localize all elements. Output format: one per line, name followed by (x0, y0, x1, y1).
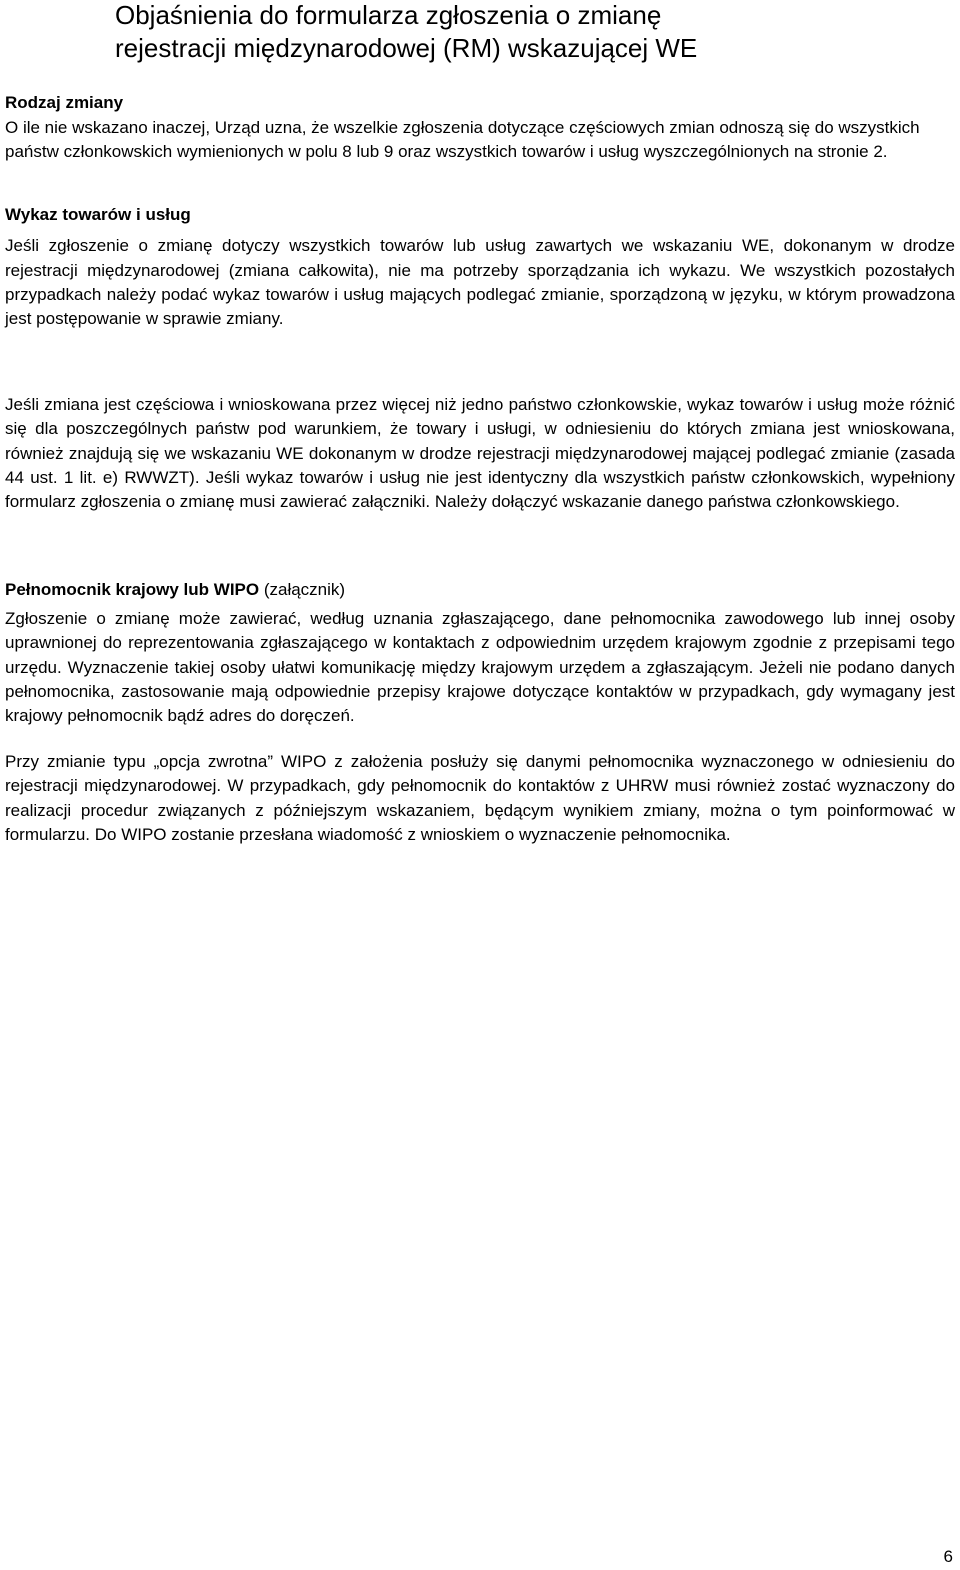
heading-wykaz-towarow: Wykaz towarów i usług (5, 205, 191, 225)
paragraph-wykaz-1: Jeśli zgłoszenie o zmianę dotyczy wszystkich towarów lub usług zawartych we wskazaniu WE, dokonanym w drodze rejestracji międzynarodowej (zmiana całkowita), nie ma potrzeby sporządzania ich wykazu. We wszystkich pozostałych przypadkach należy podać wykaz towarów i usług mających podlegać zmianie, sporządzoną w języku, w którym prowadzona jest postępowanie w sprawie zmiany. (5, 236, 955, 329)
paragraph-rodzaj-zmiany: O ile nie wskazano inaczej, Urząd uzna, że wszelkie zgłoszenia dotyczące częściowych zmian odnoszą się do wszystkich państw członkowskich wymienionych w polu 8 lub 9 oraz wszystkich towarów i usług wyszczególnionych na stronie 2. (5, 118, 920, 162)
title-line-2: rejestracji międzynarodowej (RM) wskazującej WE (115, 33, 698, 63)
heading-pelnomocnik (5, 578, 955, 602)
heading-pelnomocnik-bold: Pełnomocnik krajowy lub WIPO (5, 580, 260, 600)
paragraph-pelnomocnik-2: Przy zmianie typu „opcja zwrotna” WIPO z założenia posłuży się danymi pełnomocnika wyznaczonego w odniesieniu do rejestracji międzynarodowej. W przypadkach, gdy pełnomocnik do kontaktów z UHRW musi również zostać wyznaczony do realizacji procedur związanych z późniejszym wskazaniem, będącym wynikiem zmiany, można o tym poinformować w formularzu. Do WIPO zostanie przesłana wiadomość z wnioskiem o wyznaczenie pełnomocnika. (5, 752, 955, 844)
title-line-1: Objaśnienia do formularza zgłoszenia o zmianę (115, 0, 662, 30)
document-title (5, 0, 955, 65)
paragraph-wykaz-2: Jeśli zmiana jest częściowa i wnioskowana przez więcej niż jedno państwo członkowskie, wykaz towarów i usług może różnić się dla poszczególnych państw pod warunkiem, że towary i usługi, w odniesieniu do których zmiana jest wnioskowana, również znajdują się we wskazaniu WE dokonanym w drodze rejestracji międzynarodowej mającej podlegać zmianie (zasada 44 ust. 1 lit. e) RWWZT). Jeśli wykaz towarów i usług nie jest identyczny dla wszystkich państw członkowskich, wypełniony formularz zgłoszenia o zmianę musi zawierać załączniki. Należy dołączyć wskazanie danego państwa członkowskiego. (5, 395, 955, 512)
heading-rodzaj-zmiany: Rodzaj zmiany (5, 93, 124, 112)
heading-pelnomocnik-note: (załącznik) (259, 580, 346, 600)
document-page (5, 0, 955, 847)
paragraph-pelnomocnik-1: Zgłoszenie o zmianę może zawierać, według uznania zgłaszającego, dane pełnomocnika zawodowego lub innej osoby uprawnionej do reprezentowania zgłaszającego w kontaktach z odpowiednim urzędem krajowym zgodnie z przepisami tego urzędu. Wyznaczenie takiej osoby ułatwi komunikację między krajowym urzędem a zgłaszającym. Jeżeli nie podano danych pełnomocnika, zastosowanie mają odpowiednie przepisy krajowe dotyczące kontaktów w przypadkach, gdy wymagany jest krajowy pełnomocnik bądź adres do doręczeń. (5, 609, 955, 726)
page-number: 6 (943, 1547, 953, 1566)
